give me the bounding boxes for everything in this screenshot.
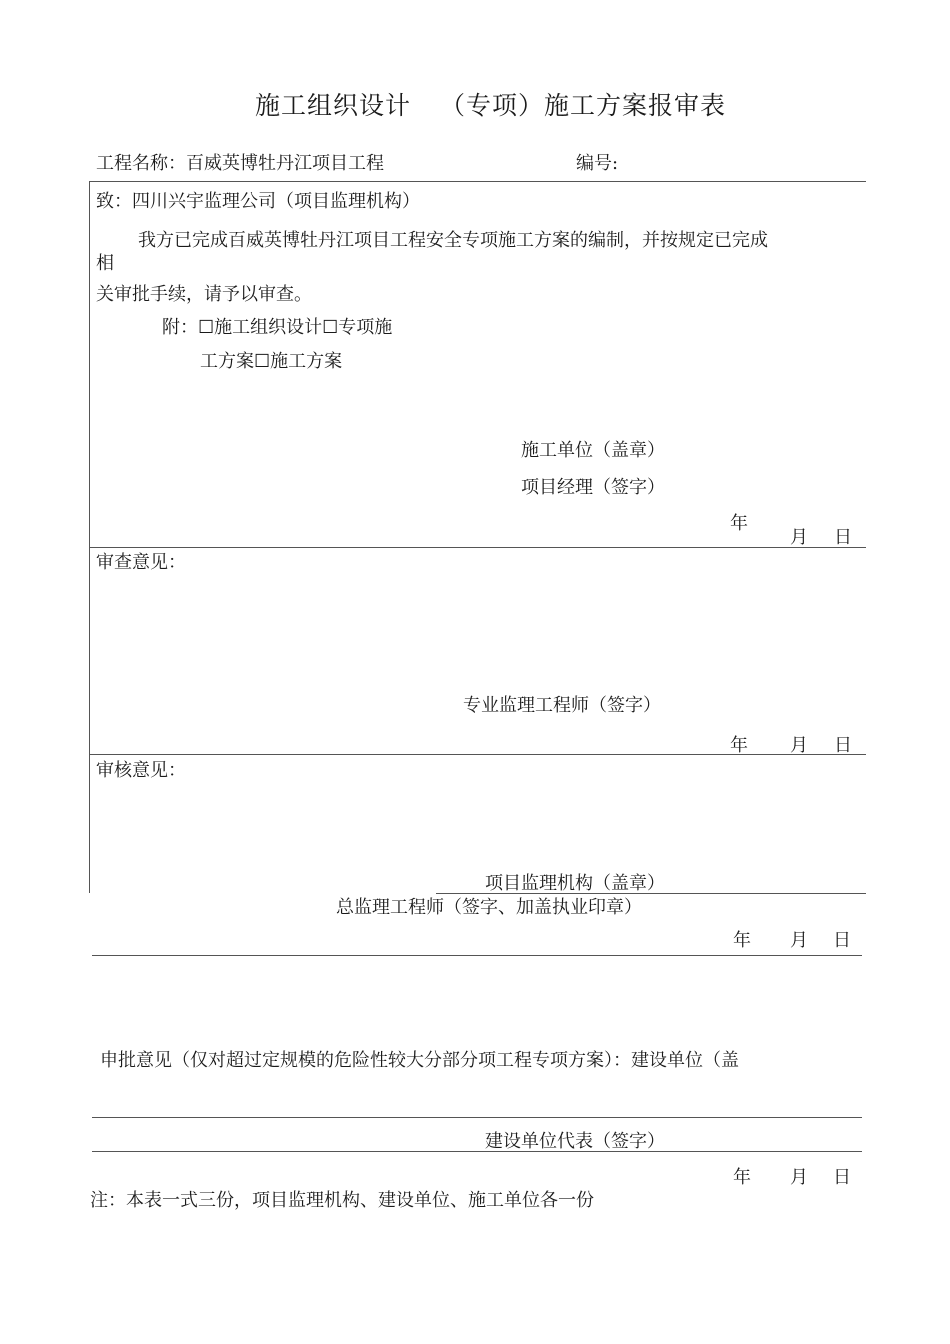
date-day-2: 日 [834,735,852,756]
date-day-1: 日 [834,527,852,548]
audit-opinion-label: 审核意见： [96,760,186,781]
date-day-3: 日 [833,930,851,951]
attachment-options-line1: 附：☐施工组织设计☐专项施 [162,317,393,338]
date-month-3: 月 [790,930,808,951]
supervising-engineer-sign-label: 专业监理工程师（签字） [463,695,661,716]
section-divider-1 [89,547,866,548]
submission-body-line1: 我方已完成百威英博牡丹江项目工程安全专项施工方案的编制，并按规定已完成 [138,230,768,251]
form-title-part2: （专项）施工方案报审表 [440,91,727,120]
section-divider-2 [89,754,866,755]
section-divider-5 [92,1117,862,1118]
table-left-border [89,181,90,893]
date-year-3: 年 [733,930,751,951]
supervision-org-seal-label: 项目监理机构（盖章） [485,873,665,894]
date-day-4: 日 [833,1167,851,1188]
date-month-1: 月 [790,527,808,548]
approval-opinion-label: 申批意见（仅对超过定规模的危险性较大分部分项工程专项方案）：建设单位（盖 [100,1050,739,1071]
attachment-options-line2: 工方案☐施工方案 [200,351,343,372]
date-year-2: 年 [730,735,748,756]
submission-body-line2: 关审批手续，请予以审查。 [96,284,312,305]
submission-body-line1-wrap: 相 [96,253,114,274]
date-month-4: 月 [790,1167,808,1188]
contractor-seal-label: 施工单位（盖章） [521,440,665,461]
section-divider-4 [92,955,862,956]
project-name-field: 工程名称：百威英博牡丹江项目工程 [96,153,384,174]
date-year-4: 年 [733,1167,751,1188]
chief-engineer-sign-label: 总监理工程师（签字、加盖执业印章） [336,897,642,918]
addressee-line: 致：四川兴宇监理公司（项目监理机构） [96,191,420,212]
form-title-part1: 施工组织设计 [255,91,412,120]
table-top-border [89,181,866,182]
date-year-1: 年 [730,513,748,534]
project-manager-sign-label: 项目经理（签字） [521,477,665,498]
serial-number-label: 编号: [576,153,619,174]
date-month-2: 月 [790,735,808,756]
section-divider-6 [92,1151,862,1152]
footnote: 注：本表一式三份，项目监理机构、建设单位、施工单位各一份 [90,1190,594,1211]
review-opinion-label: 审查意见： [96,552,186,573]
owner-representative-sign-label: 建设单位代表（签字） [485,1131,665,1152]
